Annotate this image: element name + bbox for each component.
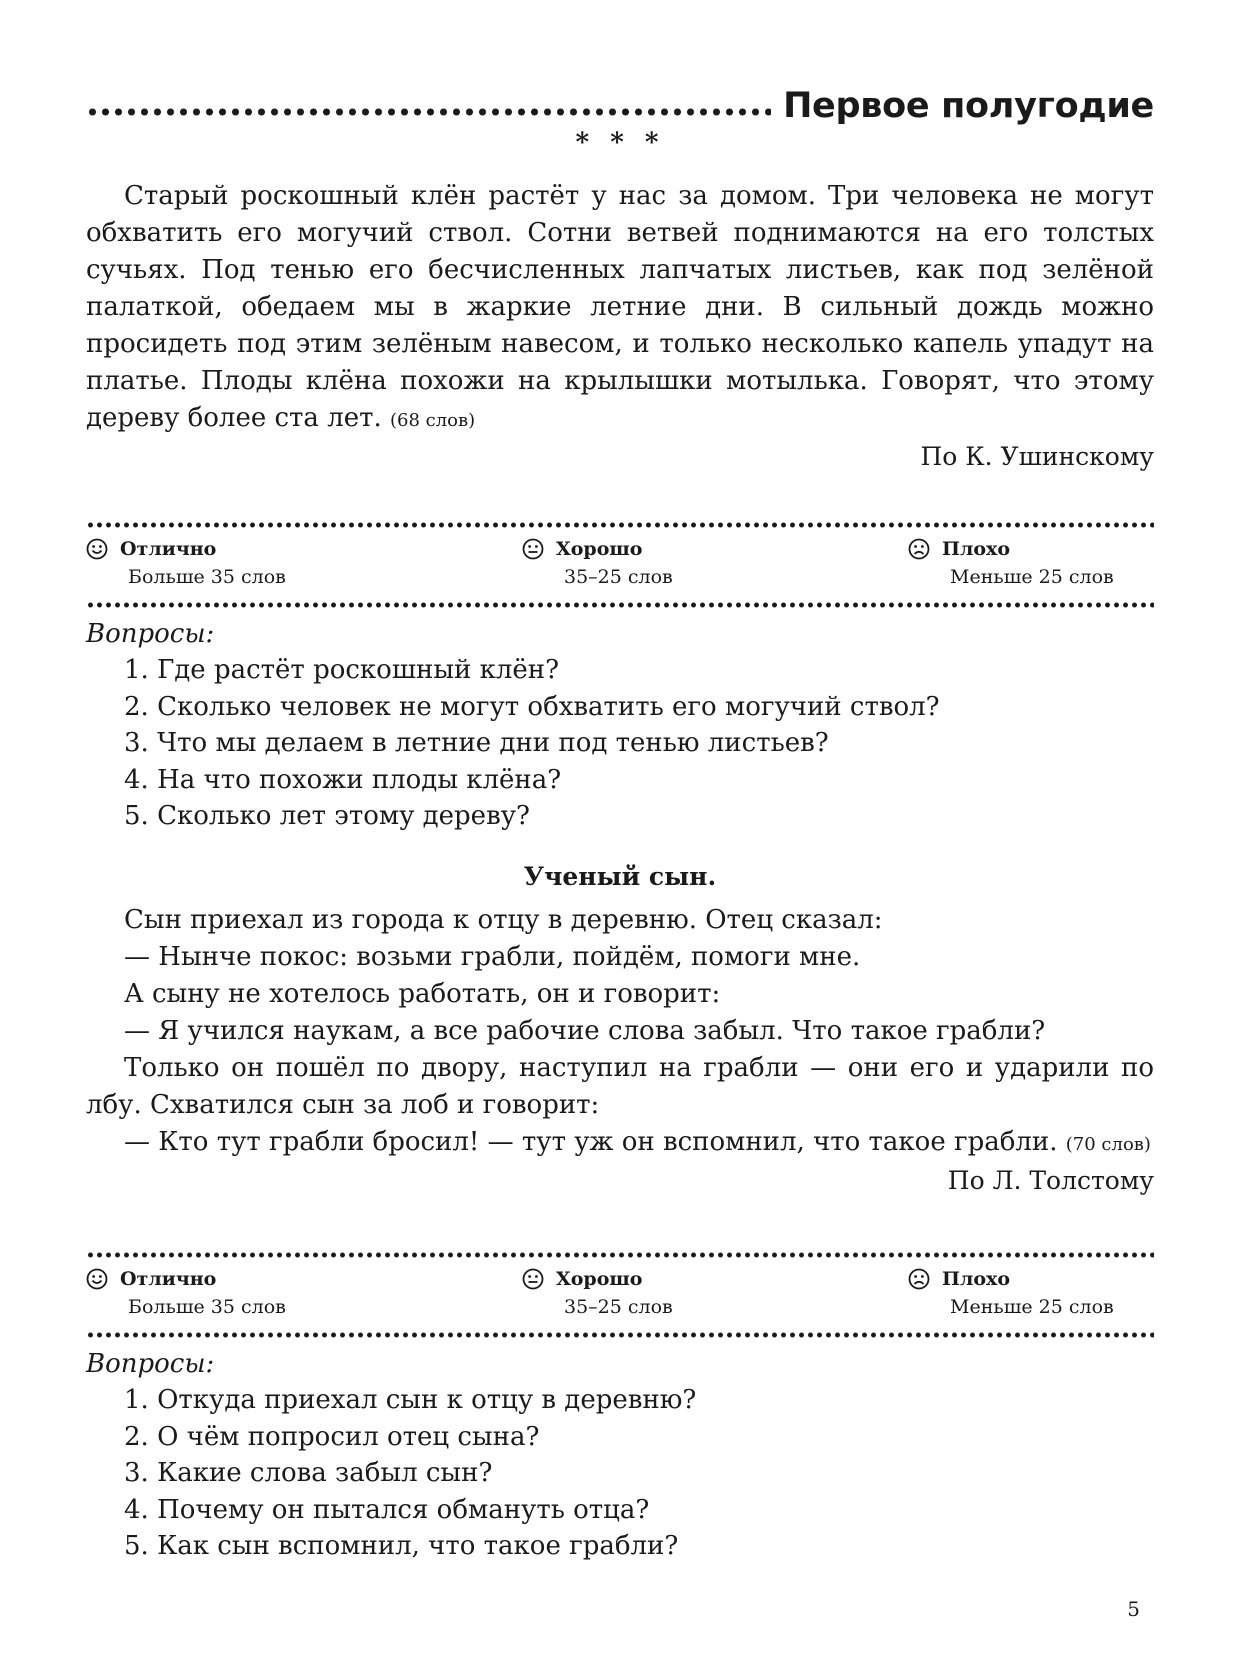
question-item: 5. Сколько лет этому дереву? [124,801,530,831]
grade-label: Отлично [120,538,217,560]
grade-good [522,536,673,588]
header-dotted-leader [86,108,771,116]
story-1-body: Старый роскошный клён растёт у нас за домом. Три человека не могут обхватить его могучий ствол. Сотни ветвей поднимаются на его толстых сучьях. Под тенью его бесчисленных лапчатых листьев, как под зелёной палаткой, обедаем мы в жаркие летние дни. В сильный дождь можно просидеть под этим зелёным навесом, и только несколько капель упадут на платье. Плоды клёна похожи на крылышки мотылька. Говорят, что этому дереву более ста лет. [86,181,1154,433]
grade-range: Меньше 25 слов [950,1296,1114,1318]
grade-range: 35–25 слов [564,1296,673,1318]
questions-list [86,652,1154,835]
sad-face-icon [908,1268,930,1290]
word-count: (70 слов) [1065,1134,1151,1155]
rating-scale-2 [86,1252,1154,1338]
grade-bad [908,536,1114,588]
sad-face-icon [908,538,930,560]
dotted-divider [86,1332,1154,1338]
question-item: 2. О чём попросил отец сына? [124,1421,540,1452]
story-2-paragraph [86,1050,1154,1124]
questions-heading: Вопросы: [86,1349,215,1379]
story-2-paragraph [86,939,1154,976]
story-2-paragraph [86,1013,1154,1050]
story-1 [86,178,1154,475]
section-title: Первое полугодие [783,86,1154,126]
grade-label: Отлично [120,1268,217,1290]
story-2 [86,860,1154,1199]
dotted-divider [86,602,1154,608]
asterism-separator: * * * [575,128,665,158]
question-item: 3. Какие слова забыл сын? [124,1458,493,1488]
word-count: (68 слов) [390,410,476,431]
question-item: 1. Откуда приехал сын к отцу в деревню? [124,1385,697,1415]
question-item: 5. Как сын вспомнил, что такое грабли? [124,1531,679,1561]
dotted-divider [86,1252,1154,1258]
page-number: 5 [1127,1597,1140,1621]
questions-heading: Вопросы: [86,619,215,649]
smile-icon [86,538,108,560]
grade-label: Хорошо [556,1268,643,1290]
story-1-text [86,178,1154,439]
question-item: 3. Что мы делаем в летние дни под тенью листьев? [124,728,829,758]
grade-label: Хорошо [556,538,643,560]
paragraph-text: — Кто тут грабли бросил! — тут уж он вспомнил, что такое грабли. [124,1127,1058,1157]
grade-range: Больше 35 слов [128,566,286,588]
paragraph-text: Только он пошёл по двору, наступил на грабли — они его и ударили по лбу. Схватился сын за лоб и говорит: [86,1053,1154,1120]
story-2-attribution: По Л. Толстому [947,1166,1154,1195]
story-2-paragraph [86,902,1154,939]
paragraph-text: Сын приехал из города к отцу в деревню. Отец сказал: [124,905,883,935]
questions-2 [86,1346,1154,1565]
question-item: 1. Где растёт роскошный клён? [124,655,560,685]
grade-label: Плохо [942,538,1011,560]
story-2-paragraph [86,1124,1154,1163]
workbook-page [86,0,1154,1654]
grade-excellent [86,1266,286,1318]
question-item: 4. Почему он пытался обмануть отца? [124,1494,650,1525]
paragraph-text: — Я учился наукам, а все рабочие слова забыл. Что такое грабли? [124,1016,1046,1046]
neutral-face-icon [522,1268,544,1290]
question-item: 2. Сколько человек не могут обхватить его могучий ствол? [124,691,940,722]
grade-bad [908,1266,1114,1318]
paragraph-text: — Нынче покос: возьми грабли, пойдём, помоги мне. [124,942,861,972]
paragraph-text: А сыну не хотелось работать, он и говорит: [124,979,721,1009]
grade-good [522,1266,673,1318]
questions-1 [86,616,1154,835]
grade-label: Плохо [942,1268,1011,1290]
grade-range: Меньше 25 слов [950,566,1114,588]
grade-range: Больше 35 слов [128,1296,286,1318]
neutral-face-icon [522,538,544,560]
story-2-paragraph [86,976,1154,1013]
grade-range: 35–25 слов [564,566,673,588]
grade-excellent [86,536,286,588]
story-1-attribution: По К. Ушинскому [920,442,1154,471]
questions-list [86,1382,1154,1565]
smile-icon [86,1268,108,1290]
page-header [86,76,1154,128]
story-2-title: Ученый сын. [523,862,717,891]
dotted-divider [86,522,1154,528]
rating-scale-1 [86,522,1154,608]
question-item: 4. На что похожи плоды клёна? [124,764,562,795]
